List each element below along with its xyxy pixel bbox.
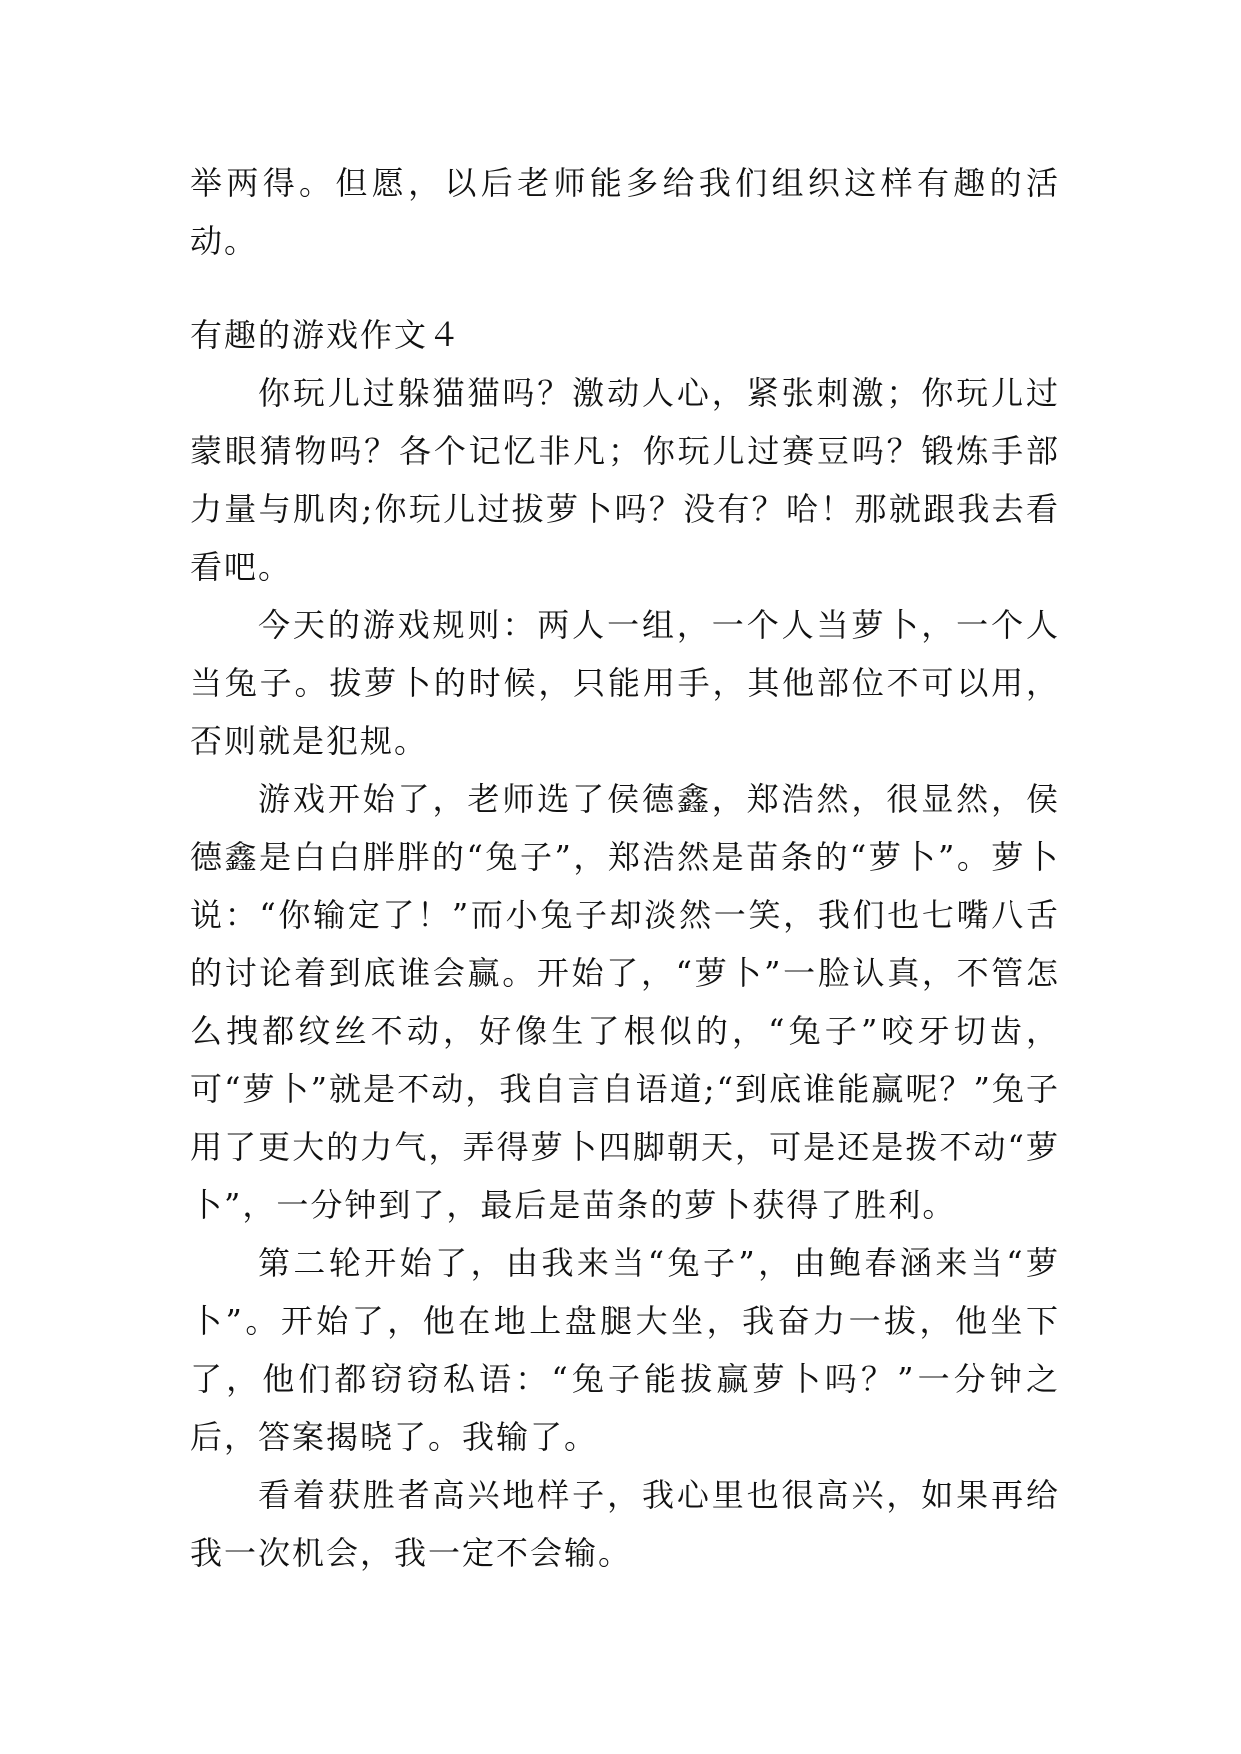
paragraph-4: 第二轮开始了，由我来当“兔子”，由鲍春涵来当“萝卜”。开始了，他在地上盘腿大坐，我奋力一拔，他坐下了，他们都窃窃私语：“兔子能拔赢萝卜吗？”一分钟之后，答案揭晓了。我输了。 (190, 1244, 1060, 1456)
continuation-paragraph: 举两得。但愿，以后老师能多给我们组织这样有趣的活动。 (190, 164, 1060, 260)
paragraph-3: 游戏开始了，老师选了侯德鑫，郑浩然，很显然，侯德鑫是白白胖胖的“兔子”，郑浩然是苗条的“萝卜”。萝卜说：“你输定了！”而小兔子却淡然一笑，我们也七嘴八舌的讨论着到底谁会赢。开始了，“萝卜”一脸认真，不管怎么拽都纹丝不动，好像生了根似的，“兔子”咬牙切齿，可“萝卜”就是不动，我自言自语道;“到底谁能赢呢？”兔子用了更大的力气，弄得萝卜四脚朝天，可是还是拨不动“萝卜”，一分钟到了，最后是苗条的萝卜获得了胜利。 (190, 780, 1060, 1224)
paragraph-2: 今天的游戏规则：两人一组，一个人当萝卜，一个人当兔子。拔萝卜的时候，只能用手，其他部位不可以用，否则就是犯规。 (190, 606, 1060, 760)
paragraph-1: 你玩儿过躲猫猫吗？激动人心，紧张刺激；你玩儿过蒙眼猜物吗？各个记忆非凡；你玩儿过赛豆吗？锻炼手部力量与肌肉;你玩儿过拔萝卜吗？没有？哈！那就跟我去看看吧。 (190, 374, 1060, 586)
document-body (190, 154, 1060, 1582)
section-title: 有趣的游戏作文４ (190, 316, 463, 354)
paragraph-5: 看着获胜者高兴地样子，我心里也很高兴，如果再给我一次机会，我一定不会输。 (190, 1476, 1060, 1572)
